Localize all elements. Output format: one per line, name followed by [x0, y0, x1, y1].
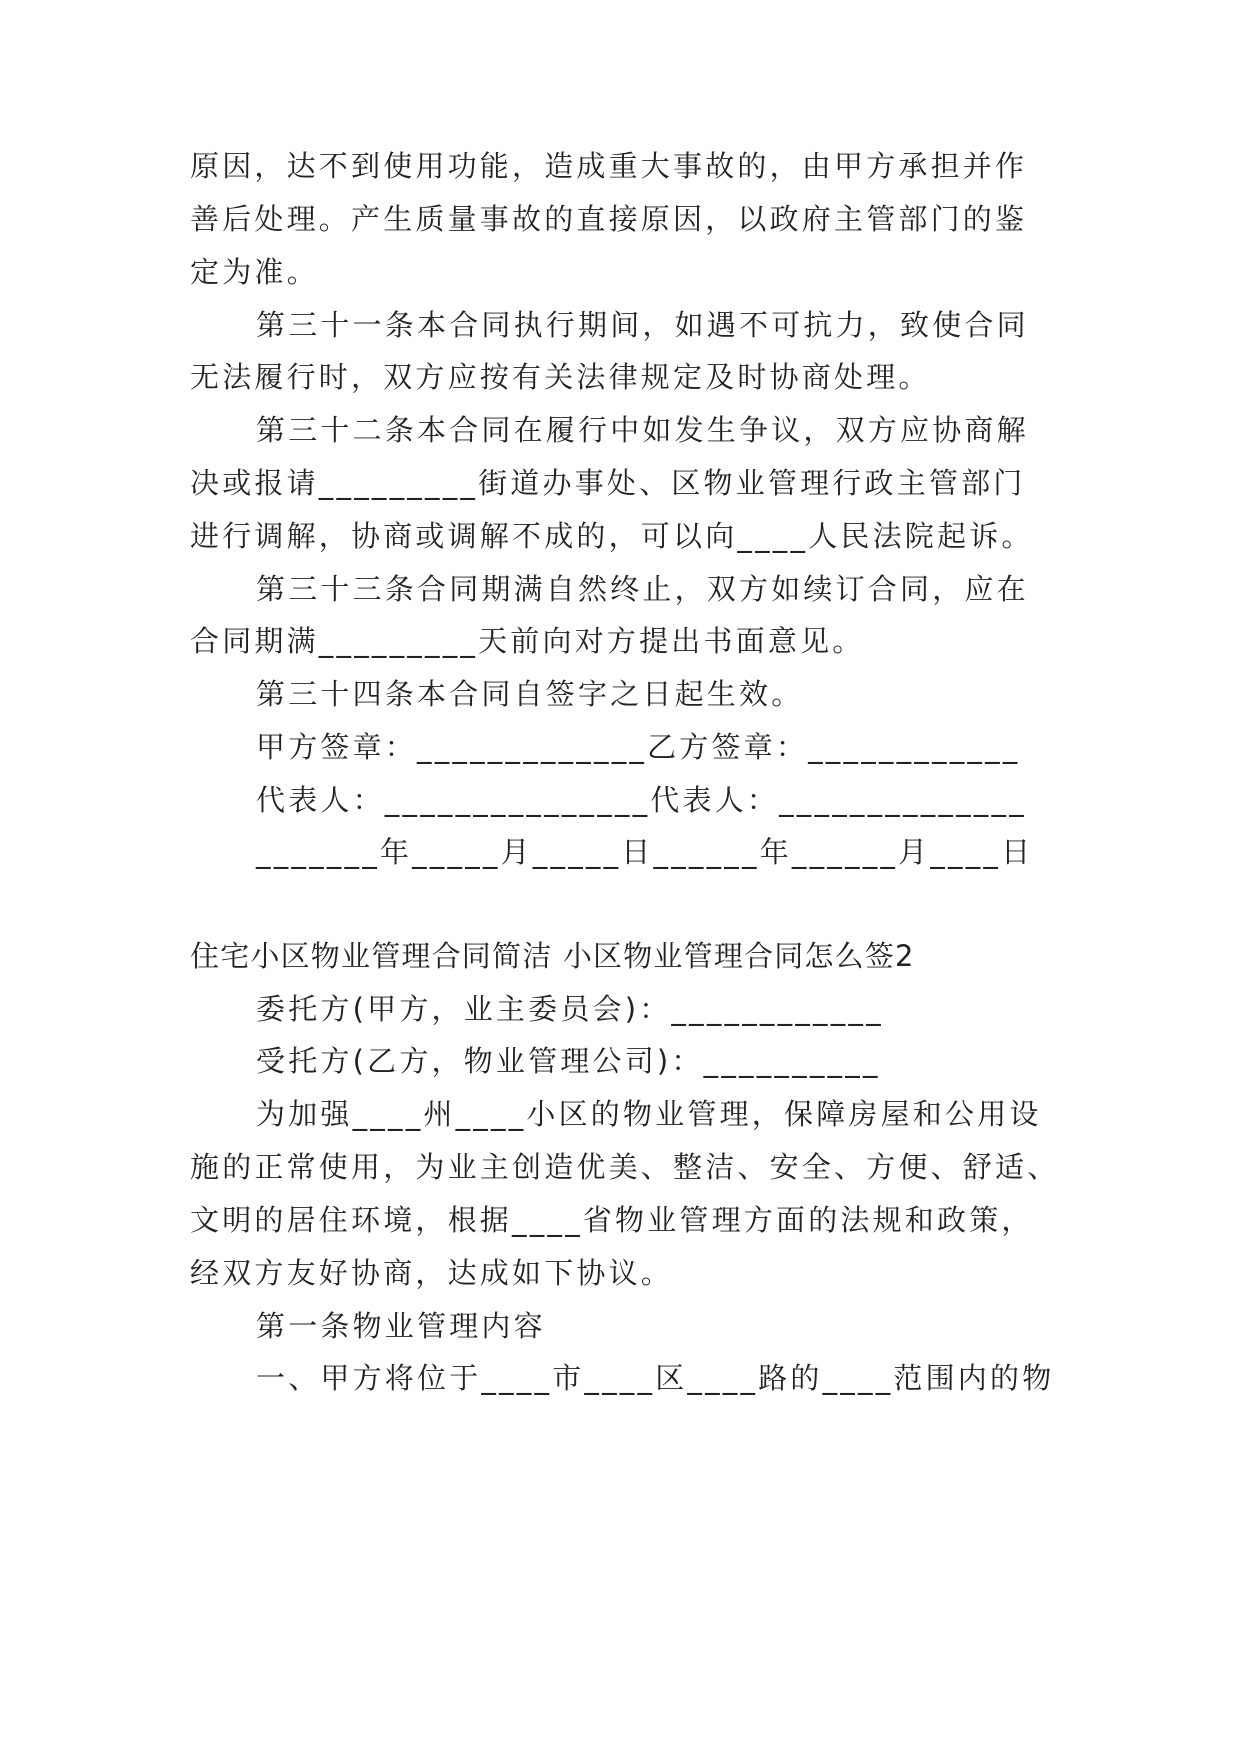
text-line: 无法履行时，双方应按有关法律规定及时协商处理。 [190, 360, 931, 394]
text-line: 委托方(甲方，业主委员会)：____________ [256, 992, 884, 1026]
representative-line: 代表人：_______________代表人：______________ [256, 783, 1027, 817]
text-line: 决或报请_________街道办事处、区物业管理行政主管部门 [190, 466, 1026, 500]
text-line: 第三十一条本合同执行期间，如遇不可抗力，致使合同 [256, 308, 1029, 342]
text-line: 善后处理。产生质量事故的直接原因，以政府主管部门的鉴 [190, 202, 1028, 236]
text-line: 第三十四条本合同自签字之日起生效。 [256, 677, 804, 711]
date-line: _______年_____月_____日______年______月____日 [256, 835, 1034, 869]
section-title: 住宅小区物业管理合同简洁 小区物业管理合同怎么签2 [190, 939, 915, 973]
text-line: 施的正常使用，为业主创造优美、整洁、安全、方便、舒适、 [190, 1150, 1060, 1184]
text-line: 定为准。 [190, 255, 319, 289]
text-line: 第一条物业管理内容 [256, 1309, 546, 1343]
text-line: 原因，达不到使用功能，造成重大事故的，由甲方承担并作 [190, 149, 1028, 183]
text-line: 合同期满_________天前向对方提出书面意见。 [190, 624, 865, 658]
text-line: 第三十二条本合同在履行中如发生争议，双方应协商解 [256, 413, 1029, 447]
text-line: 经双方友好协商，达成如下协议。 [190, 1256, 674, 1290]
text-line: 进行调解，协商或调解不成的，可以向____人民法院起诉。 [190, 519, 1034, 553]
text-line: 为加强____州____小区的物业管理，保障房屋和公用设 [256, 1097, 1042, 1131]
text-line: 第三十三条合同期满自然终止，双方如续订合同，应在 [256, 572, 1029, 606]
text-line: 文明的居住环境，根据____省物业管理方面的法规和政策， [190, 1203, 1034, 1237]
text-line: 一、甲方将位于____市____区____路的____范围内的物 [256, 1361, 1055, 1395]
signature-line: 甲方签章：_____________乙方签章：____________ [256, 730, 1021, 764]
text-line: 受托方(乙方，物业管理公司)：__________ [256, 1044, 881, 1078]
